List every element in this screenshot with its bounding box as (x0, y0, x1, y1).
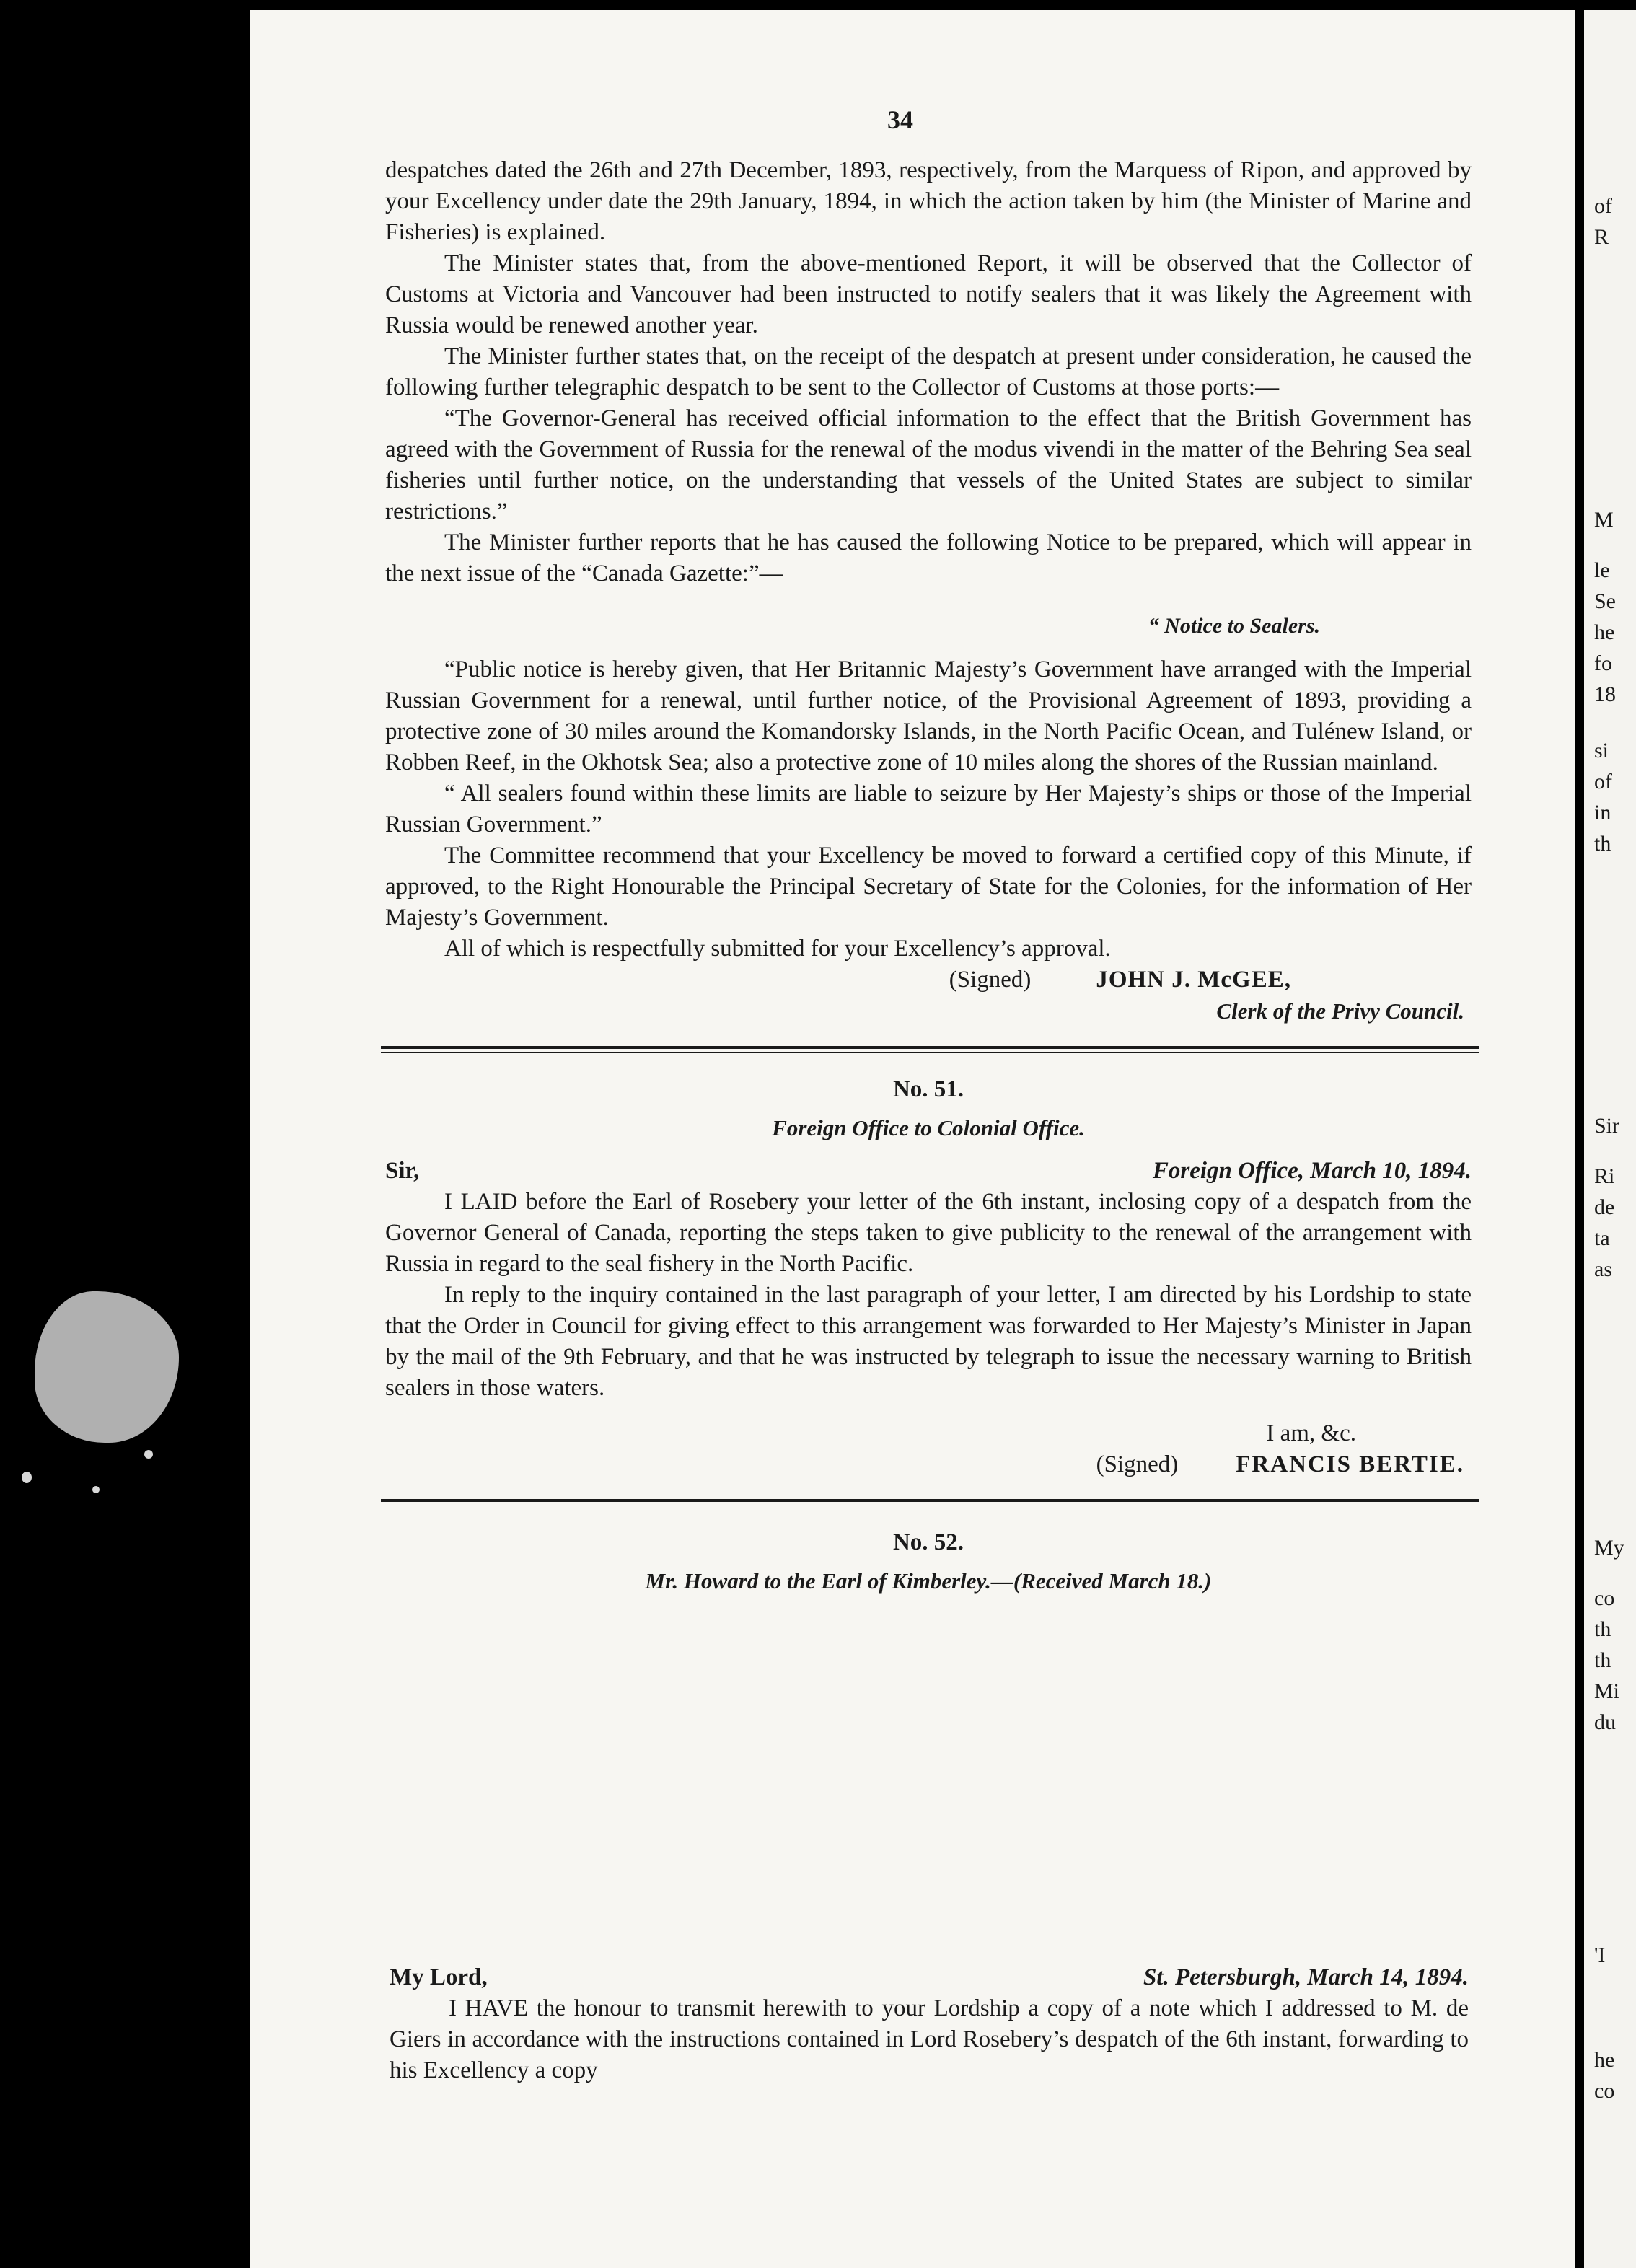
page-content (385, 155, 1472, 1603)
fragment: du (1594, 1710, 1616, 1734)
fragment: of (1594, 194, 1612, 218)
document-heading: Foreign Office to Colonial Office. (772, 1115, 1085, 1140)
signed-mark: (Signed) (1096, 1451, 1179, 1477)
fragment: he (1594, 620, 1615, 644)
page-content-bottom (390, 1962, 1469, 2086)
paragraph: “The Governor-General has received official information to the effect that the British Government has agreed with the Government of Russia for the renewal of the modus vivendi in the matter of the Behring Sea seal fisheries until further notice, on the understanding that vessels of the United States are subject to similar restrictions.” (385, 405, 1472, 524)
fragment: in (1594, 801, 1611, 825)
fragment: Ri (1594, 1164, 1615, 1188)
document-number: No. 51. (892, 1076, 964, 1102)
fragment: Sir (1594, 1114, 1620, 1138)
paragraph: “Public notice is hereby given, that Her Britannic Majesty’s Government have arranged with the Imperial Russian Government for a renewal, until further notice, of the Provisional Agreement of 1893, providing a protective zone of 30 miles around the Komandorsky Islands, in the North Pacific Ocean, and Tulénew Island, or Robben Reef, in the Okhotsk Sea; also a protective zone of 10 miles along the shores of the Russian mainland. (385, 656, 1472, 775)
document-number: No. 52. (892, 1529, 964, 1555)
paragraph: I LAID before the Earl of Rosebery your letter of the 6th instant, inclosing copy of a despatch from the Governor General of Canada, reporting the steps taken to give publicity to the renewal of the arrangement with Russia in regard to the seal fishery in the North Pacific. (385, 1189, 1472, 1277)
paper-speck (92, 1486, 100, 1493)
closing: I am, &c. (1266, 1420, 1356, 1446)
page-number: 34 (887, 105, 913, 134)
fragment: co (1594, 1586, 1615, 1610)
fragment: R (1594, 225, 1609, 249)
fragment: th (1594, 1648, 1611, 1672)
fragment: th (1594, 832, 1611, 856)
salutation: Sir, (385, 1158, 420, 1184)
paper-speck (144, 1450, 153, 1459)
salutation-dateline (390, 1962, 1469, 1993)
fragment: le (1594, 558, 1610, 582)
signer-title: Clerk of the Privy Council. (1216, 998, 1464, 1024)
salutation-dateline (385, 1156, 1472, 1187)
paragraph: All of which is respectfully submitted for your Excellency’s approval. (444, 936, 1111, 962)
fragment: as (1594, 1257, 1612, 1281)
fragment: co (1594, 2079, 1615, 2103)
fragment: of (1594, 770, 1612, 794)
signer-name: JOHN J. McGEE, (1096, 967, 1291, 993)
paragraph: The Committee recommend that your Excellency be moved to forward a certified copy of this Minute, if approved, to the Right Honourable the Principal Secretary of State for the Colonies, for the information of Her Majesty’s Government. (385, 843, 1472, 931)
fragment: M (1594, 508, 1614, 532)
paragraph: In reply to the inquiry contained in the last paragraph of your letter, I am directed by his Lordship to state that the Order in Council for giving effect to this arrangement was forwarded to Her Majesty’s Minister in Japan by the mail of the 9th February, and that he was instructed by telegraph to issue the necessary warning to British sealers in those waters. (385, 1282, 1472, 1401)
paragraph: The Minister further reports that he has caused the following Notice to be prepared, which will appear in the next issue of the “Canada Gazette:”— (385, 529, 1472, 586)
place-date: Foreign Office, March 10, 1894. (1152, 1158, 1472, 1184)
signature-line (385, 964, 1472, 995)
fragment: si (1594, 739, 1609, 762)
paragraph: The Minister states that, from the above-mentioned Report, it will be observed that the Collector of Customs at Victoria and Vancouver had been instructed to notify sealers that it was likely the Agreement with Russia would be renewed another year. (385, 250, 1472, 338)
place-date: St. Petersburgh, March 14, 1894. (1143, 1964, 1469, 1990)
notice-title: “ Notice to Sealers. (1148, 614, 1320, 638)
salutation: My Lord, (390, 1964, 488, 1990)
fragment: ta (1594, 1226, 1610, 1250)
fragment: he (1594, 2048, 1615, 2072)
fragment: 18 (1594, 682, 1616, 706)
paragraph: I HAVE the honour to transmit herewith to your Lordship a copy of a note which I addressed to M. de Giers in accordance with the instructions contained in Lord Rosebery’s despatch of the 6th instant, forwarding to his Excellency a copy (390, 1995, 1469, 2083)
paragraph: The Minister further states that, on the receipt of the despatch at present under consideration, he caused the following further telegraphic despatch to be sent to the Collector of Customs at those ports:— (385, 343, 1472, 400)
fragment: Mi (1594, 1679, 1620, 1703)
fragment: My (1594, 1536, 1624, 1560)
adjacent-page-edge (1584, 10, 1636, 2268)
signature-line (385, 1449, 1472, 1480)
paragraph: despatches dated the 26th and 27th December, 1893, respectively, from the Marquess of Ripon, and approved by your Excellency under date the 29th January, 1894, in which the action taken by him (the Minister of Marine and Fisheries) is explained. (385, 157, 1472, 245)
section-divider (381, 1046, 1479, 1053)
fragment: de (1594, 1195, 1615, 1219)
section-divider (381, 1499, 1479, 1506)
fragment: Se (1594, 589, 1616, 613)
fragment: th (1594, 1617, 1611, 1641)
fragment: 'I (1594, 1943, 1606, 1967)
fragment: fo (1594, 651, 1612, 675)
paragraph: “ All sealers found within these limits are liable to seizure by Her Majesty’s ships or those of the Imperial Russian Government.” (385, 781, 1472, 838)
signer-name: FRANCIS BERTIE. (1236, 1451, 1464, 1477)
paper-speck (22, 1472, 32, 1483)
document-heading: Mr. Howard to the Earl of Kimberley.—(Received March 18.) (645, 1568, 1212, 1594)
paper-damage-blot (35, 1291, 179, 1443)
signed-mark: (Signed) (949, 967, 1032, 993)
